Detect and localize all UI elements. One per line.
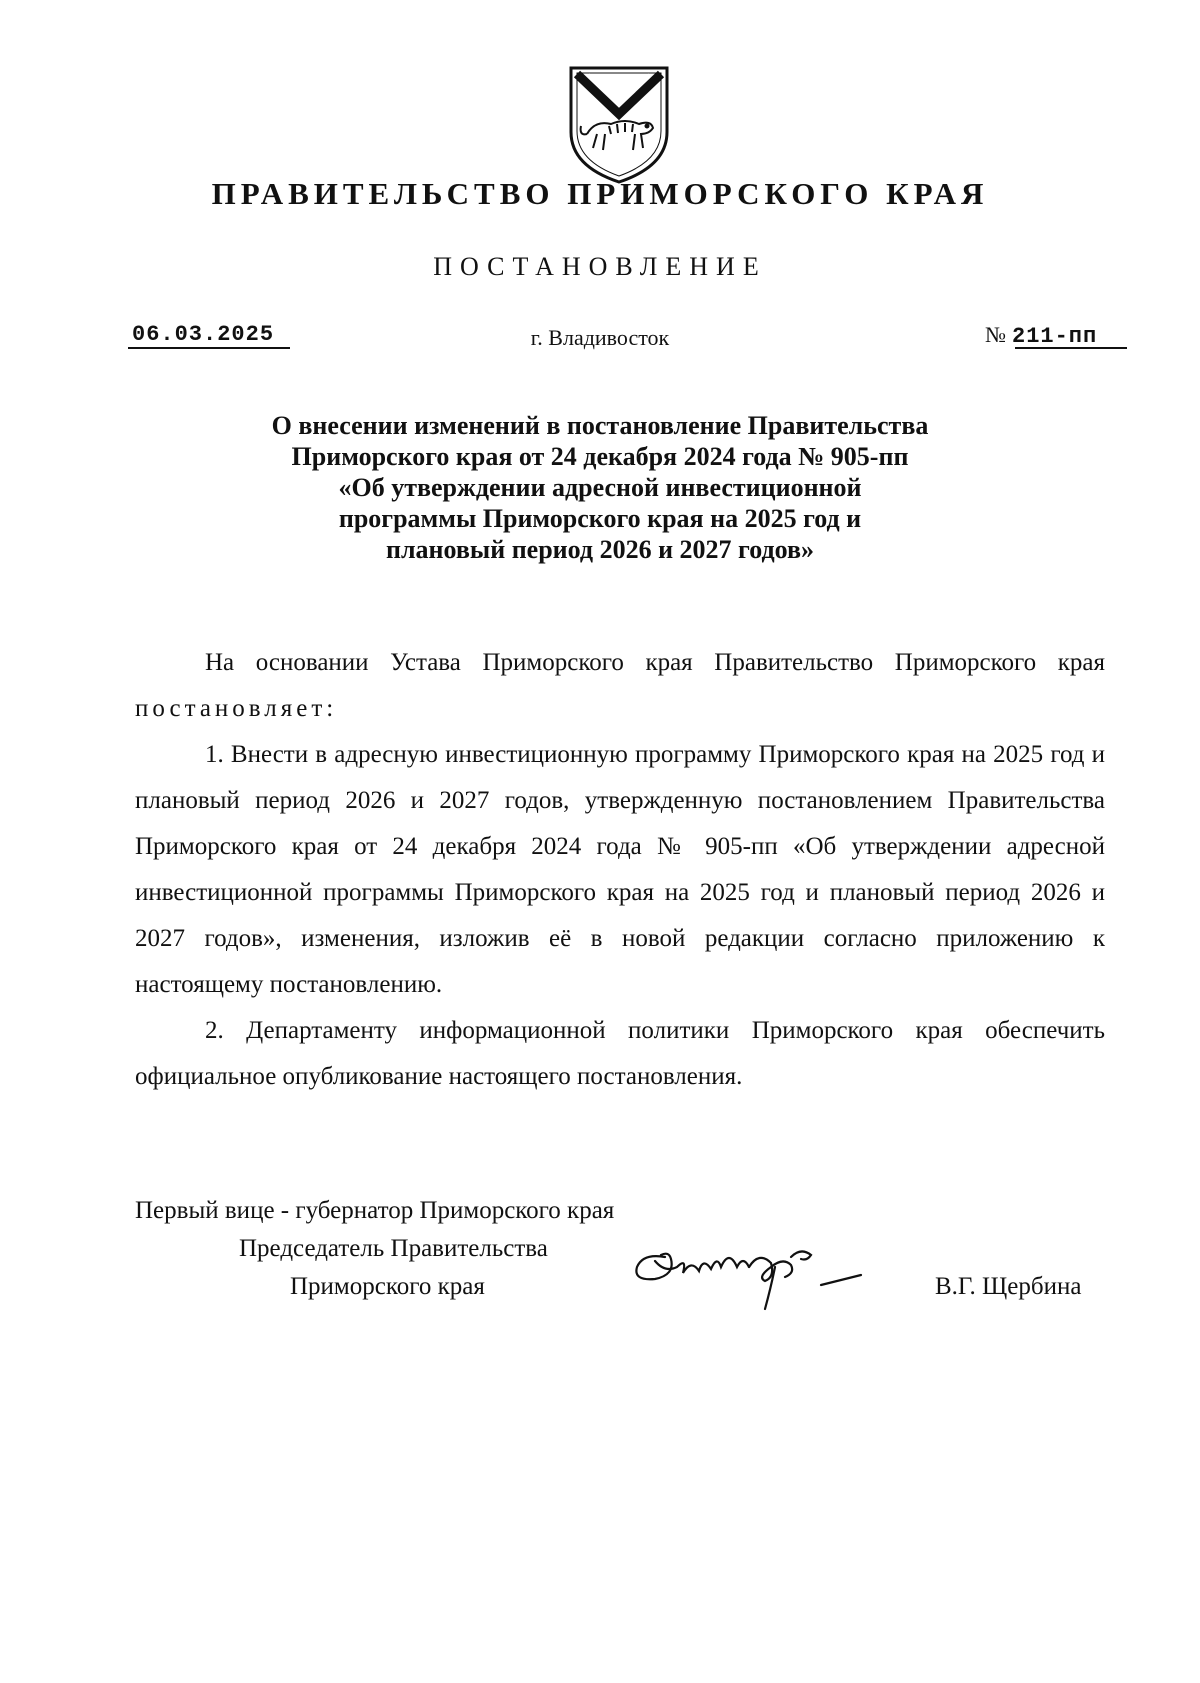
number-sign: № — [985, 322, 1006, 347]
item-2-paragraph: 2. Департаменту информационной политики Приморского края обеспечить официальное опубликование настоящего постановления. — [135, 1017, 1105, 1090]
document-date: 06.03.2025 — [132, 322, 275, 347]
coat-of-arms-icon — [565, 62, 673, 186]
signer-position-line1: Первый вице - губернатор Приморского края — [135, 1197, 615, 1224]
subject-line: О внесении изменений в постановление Правительства — [271, 411, 929, 440]
decree-word: постановляет: — [135, 695, 338, 722]
subject-line: «Об утверждении адресной инвестиционной — [338, 473, 862, 502]
subject-line: Приморского края от 24 декабря 2024 года № 905-пп — [291, 442, 909, 471]
signature-block — [135, 1197, 1105, 1337]
document-body — [135, 640, 1105, 1100]
document-subject — [0, 410, 1200, 565]
subject-line: плановый период 2026 и 2027 годов» — [385, 535, 815, 564]
number-underline — [1015, 347, 1127, 349]
subject-line: программы Приморского края на 2025 год и — [338, 504, 862, 533]
document-city: г. Владивосток — [530, 325, 670, 350]
number-value: 211-пп — [1012, 324, 1098, 349]
signer-position-line2: Председатель Правительства — [239, 1235, 548, 1262]
item-1-paragraph: 1. Внести в адресную инвестиционную программу Приморского края на 2025 год и плановый период 2026 и 2027 годов, утвержденную постановлением Правительства Приморского края от 24 декабря 2024 года № 905-пп «Об утверждении адресной инвестиционной программы Приморского края на 2025 год и плановый период 2026 и 2027 годов», изменения, изложив её в новой редакции согласно приложению к настоящему постановлению. — [135, 741, 1105, 998]
handwritten-signature-icon — [625, 1237, 875, 1315]
government-title: ПРАВИТЕЛЬСТВО ПРИМОРСКОГО КРАЯ — [211, 176, 989, 211]
signer-position-line3: Приморского края — [290, 1273, 485, 1300]
signer-name: В.Г. Щербина — [935, 1273, 1082, 1300]
preamble-paragraph — [135, 640, 1105, 732]
document-number — [985, 322, 1097, 349]
document-type: ПОСТАНОВЛЕНИЕ — [433, 252, 767, 281]
preamble-text: На основании Устава Приморского края Правительство Приморского края — [205, 649, 1105, 676]
